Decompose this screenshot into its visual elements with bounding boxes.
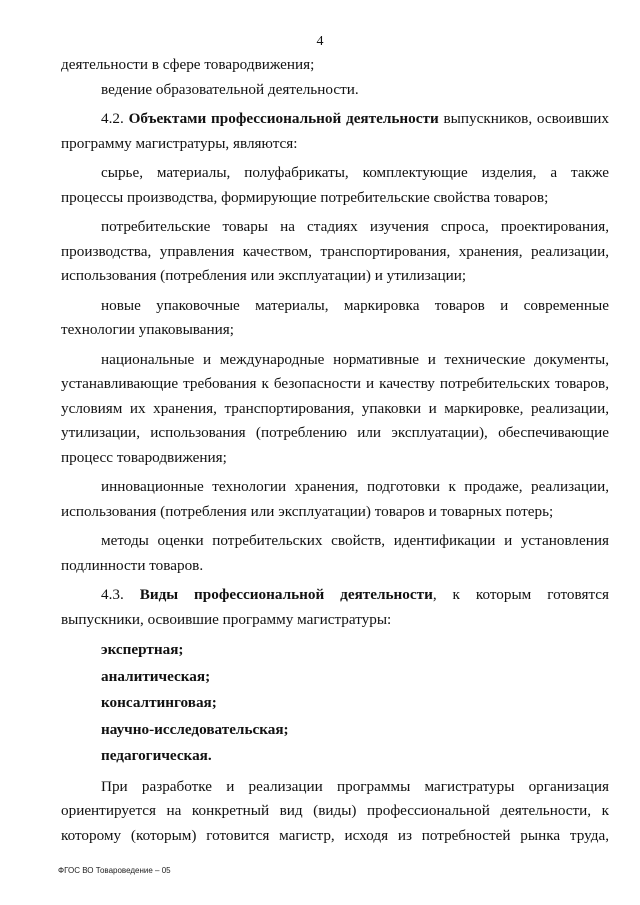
section-4-3-paragraph (61, 583, 609, 632)
section-number: 4.3. (101, 586, 140, 603)
paragraph-final: При разработке и реализации программы магистратуры организация ориентируется на конкретный вид (виды) профессиональной деятельности, к которому (которым) готовится магистр, исходя из потребностей рынка труда, (61, 777, 609, 844)
list-item-activity-type: педагогическая. (101, 747, 212, 764)
list-item-activity-type: аналитическая; (101, 667, 211, 685)
section-number: 4.2. (101, 110, 129, 127)
list-item-objects: национальные и международные нормативные и технические документы, устанавливающие требования к безопасности и качеству потребительских товаров, условиям их хранения, транспортирования, упаковки и маркировке, реализации, утилизации, использования (потреблению или эксплуатации), обеспечивающие процесс товародвижения; (61, 350, 609, 466)
list-item-objects: сырье, материалы, полуфабрикаты, комплектующие изделия, а также процессы производства, формирующие потребительские свойства товаров; (61, 164, 609, 206)
paragraph-item: ведение образовательной деятельности. (101, 80, 359, 98)
list-item-activity-type: экспертная; (101, 641, 184, 658)
footer-label: ФГОС ВО Товароведение – 05 (58, 866, 171, 875)
section-text: , к которым готовятся выпускники, освоившие программу магистратуры: (61, 586, 609, 628)
section-heading-bold: Виды профессиональной деятельности (139, 586, 433, 603)
list-item-objects: инновационные технологии хранения, подготовки к продаже, реализации, использования (потребления или эксплуатации) товаров и товарных потерь; (61, 478, 609, 520)
page-number: 4 (316, 34, 324, 49)
paragraph-continuation: деятельности в сфере товародвижения; (61, 56, 315, 73)
section-text: выпускников, освоивших программу магистратуры, являются: (61, 110, 609, 152)
list-item-objects: новые упаковочные материалы, маркировка товаров и современные технологии упаковывания; (61, 296, 609, 338)
list-item-objects: методы оценки потребительских свойств, идентификации и установления подлинности товаров. (61, 532, 609, 574)
list-item-activity-type: консалтинговая; (101, 694, 217, 711)
section-4-2-paragraph (61, 107, 609, 156)
list-item-objects: потребительские товары на стадиях изучения спроса, проектирования, производства, управления качеством, транспортирования, хранения, реализации, использования (потребления или эксплуатации) и утилизации; (61, 218, 609, 284)
document-body (61, 53, 609, 848)
list-item-activity-type: научно-исследовательская; (101, 720, 289, 738)
section-heading-bold: Объектами профессиональной деятельности (128, 110, 439, 127)
